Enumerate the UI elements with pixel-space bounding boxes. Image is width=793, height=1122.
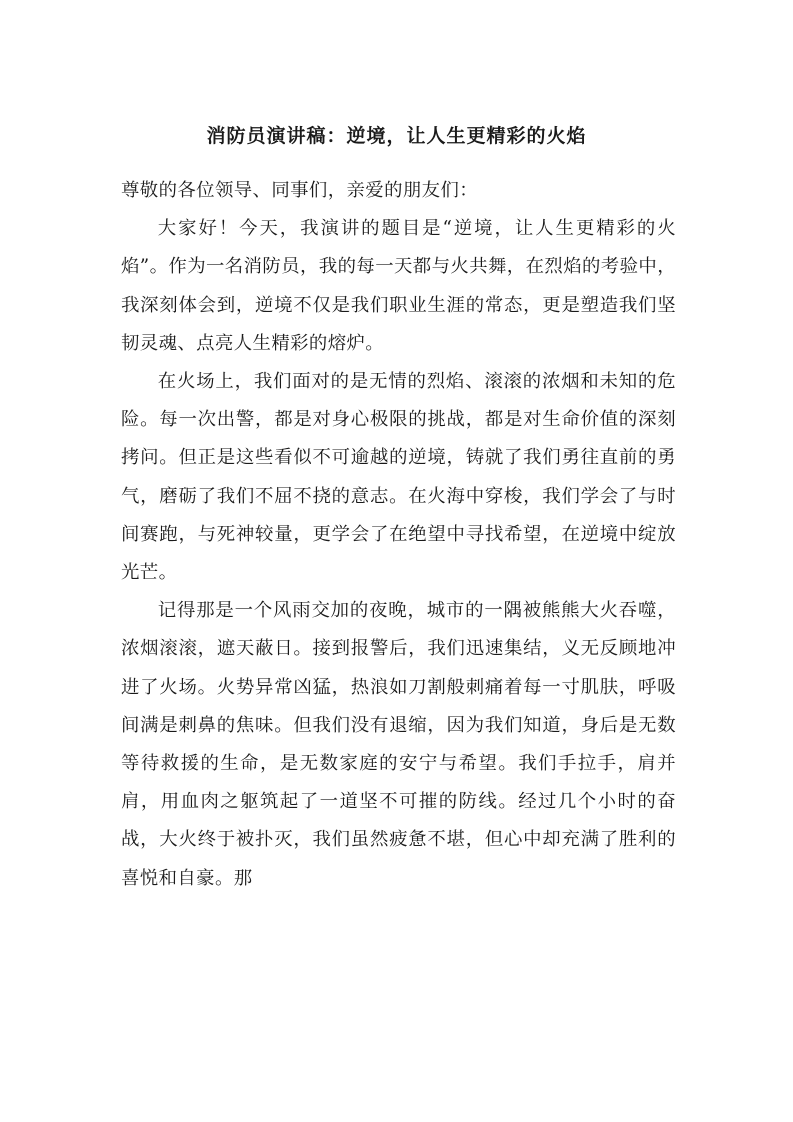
paragraph-1: 大家好！今天，我演讲的题目是“逆境，让人生更精彩的火焰”。作为一名消防员，我的每一天都与火共舞，在烈焰的考验中，我深刻体会到，逆境不仅是我们职业生涯的常态，更是塑造我们坚韧灵魂、点亮人生精彩的熔炉。 [121, 218, 676, 354]
document-title: 消防员演讲稿：逆境，让人生更精彩的火焰 [206, 125, 587, 147]
paragraph-2: 在火场上，我们面对的是无情的烈焰、滚滚的浓烟和未知的危险。每一次出警，都是对身心极限的挑战，都是对生命价值的深刻拷问。但正是这些看似不可逾越的逆境，铸就了我们勇往直前的勇气，磨砺了我们不屈不挠的意志。在火海中穿梭，我们学会了与时间赛跑，与死神较量，更学会了在绝望中寻找希望，在逆境中绽放光芒。 [121, 371, 676, 584]
document-body [121, 172, 676, 898]
salutation: 尊敬的各位领导、同事们，亲爱的朋友们： [121, 180, 479, 201]
paragraph-3: 记得那是一个风雨交加的夜晚，城市的一隅被熊熊大火吞噬，浓烟滚滚，遮天蔽日。接到报警后，我们迅速集结，义无反顾地冲进了火场。火势异常凶猛，热浪如刀割般刺痛着每一寸肌肤，呼吸间满是刺鼻的焦味。但我们没有退缩，因为我们知道，身后是无数等待救援的生命，是无数家庭的安宁与希望。我们手拉手，肩并肩，用血肉之躯筑起了一道坚不可摧的防线。经过几个小时的奋战，大火终于被扑灭，我们虽然疲惫不堪，但心中却充满了胜利的喜悦和自豪。那 [121, 600, 676, 889]
